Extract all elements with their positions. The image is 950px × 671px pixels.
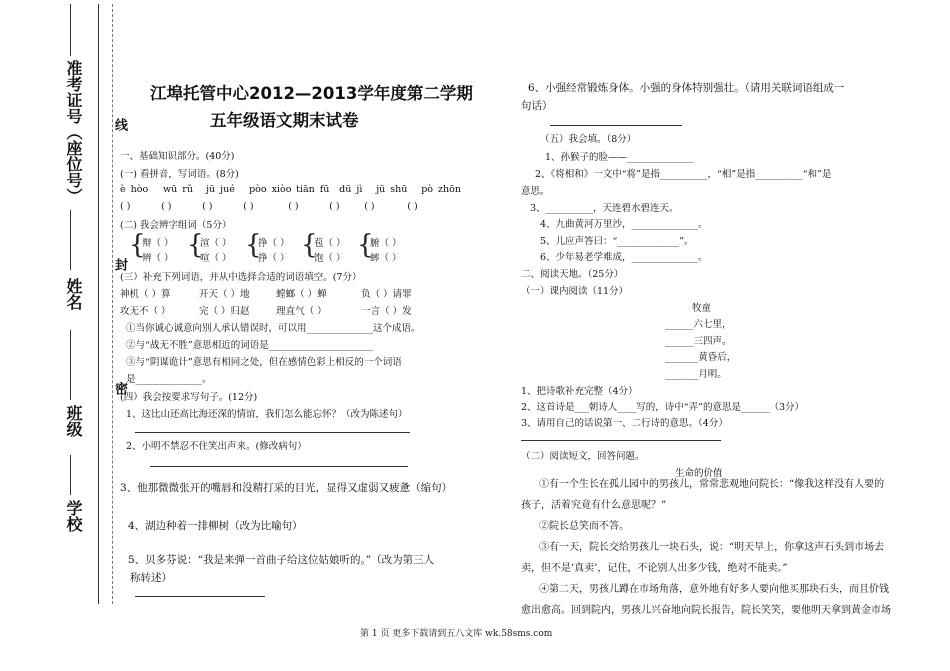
school-label: 学校 [64, 500, 83, 532]
answer-line-reading-q3[interactable] [521, 440, 721, 441]
seal-mark-feng: 封 [112, 258, 127, 271]
fill-question-3b: 是______________。 [126, 374, 212, 385]
binding-dashed-line [112, 4, 113, 604]
fill-question-2: ②与“战无不胜”意思相近的词语是______________________ [126, 340, 374, 351]
fill-5-1: 1、孙猴子的脸——______________ [545, 152, 694, 163]
pair-1-top[interactable]: 辩（ ） [142, 238, 174, 249]
fill-question-1: ①当你诚心诚意向别人承认错误时，可以用______________这个成语。 [126, 323, 421, 334]
pinyin-answer-8[interactable]: ( ) [407, 201, 418, 212]
story-paragraph-1: ①有一个生长在孤儿园中的男孩儿，常常悲观地问院长：“像我这样没有人要的孩子，活着究竟有什么意思呢？” [521, 479, 885, 511]
pair-4-bottom[interactable]: 饱（ ） [314, 253, 346, 264]
poem-title: 牧童 [692, 303, 712, 314]
q3-title: (三）补充下列词语，并从中选择合适的词语填空。(7分） [120, 272, 362, 283]
fill-5-4: 4、九曲黄河万里沙，______________。 [540, 219, 708, 230]
pair-1-bottom[interactable]: 辨（ ） [142, 253, 174, 264]
sentence-q4: 4、湖边种着一排柳树（改为比喻句） [128, 520, 303, 532]
reading-q2: 2、这首诗是___朝诗人____写的，诗中“弄”的意思是______（3分） [521, 402, 805, 413]
pinyin-3: jū jué [206, 184, 235, 195]
pinyin-answer-2[interactable]: ( ) [161, 201, 172, 212]
story-paragraph-3: ③有一天，院长交给男孩儿一块石头，说：“明天早上，你拿这声石头到市场去卖，但不是‘真卖’，记住，不论别人出多少钱，绝对不能卖。” [521, 542, 885, 574]
pinyin-1: è hòo [120, 184, 149, 195]
page-title: 江埠托管中心2012—2013学年度第二学期 [150, 84, 473, 103]
answer-line-r6[interactable] [550, 125, 682, 126]
q1-title: (一) 看拼音，写词语。(8分) [120, 169, 239, 180]
sentence-q3: 3、他那微微张开的嘴唇和没精打采的目光，显得又虚弱又疲惫（缩句） [120, 482, 453, 494]
section-2-heading: 二、阅读天地。（25分） [521, 269, 624, 280]
reading-q3: 3、请用自己的话说第一、二行诗的意思。（4分） [521, 418, 728, 429]
story-paragraph-2: ②院长总笑而不答。 [539, 521, 629, 532]
story-title: 生命的价值 [675, 468, 723, 479]
fill-item[interactable]: 一言（ ）发 [361, 306, 412, 317]
fill-item[interactable]: 神机（ ）算 [120, 289, 171, 300]
pair-4-top[interactable]: 苞（ ） [314, 238, 346, 249]
brace-3: { [245, 230, 262, 260]
pair-5-top[interactable]: 腑（ ） [370, 238, 402, 249]
pinyin-answer-row [120, 201, 447, 212]
pinyin-answer-6[interactable]: ( ) [329, 201, 340, 212]
fill-item[interactable]: 负（ ）请罪 [361, 289, 412, 300]
q4-title: (四）我会按要求写句子。(12分) [120, 392, 258, 403]
brace-5: { [357, 230, 374, 260]
fill-item[interactable]: 螳螂（ ）蝉 [276, 289, 327, 300]
binding-line-left [98, 4, 99, 604]
sentence-q5a: 5、贝多芬说：“我是来弹一首曲子给这位姑娘听的。”（改为第三人 [128, 554, 435, 566]
fill-row-2 [120, 303, 441, 317]
class-underline [70, 330, 71, 400]
pair-2-top[interactable]: 渲（ ） [200, 238, 232, 249]
pair-3-bottom[interactable]: 挣（ ） [258, 253, 290, 264]
reading-q1: 1、把诗歌补充完整（4分） [521, 386, 638, 397]
answer-line-s1[interactable] [135, 432, 410, 433]
pinyin-answer-4[interactable]: ( ) [243, 201, 254, 212]
name-underline [70, 210, 71, 270]
page-footer: 第 1 页 更多下载请到五八文库 wk.58sms.com [360, 629, 553, 639]
poem-line-1[interactable]: ______六七里， [665, 319, 732, 330]
pinyin-7: jū shū [376, 184, 408, 195]
brace-2: { [187, 230, 204, 260]
class-label: 班级 [64, 405, 83, 437]
page-subtitle: 五年级语文期末试卷 [210, 111, 359, 130]
section-5-heading: （五）我会填。（8分） [540, 134, 637, 145]
answer-line-s5[interactable] [135, 596, 265, 597]
poem-line-2[interactable]: ______三四声。 [665, 336, 732, 347]
right-q6b: 句话） [521, 100, 553, 112]
fill-question-3a: ③与“阴谋诡计”意思有相同之处，但在感情色彩上相反的一个词语 [126, 357, 402, 368]
fill-item[interactable]: 完（ ）归赵 [199, 306, 250, 317]
fill-row-1 [120, 286, 441, 300]
pinyin-5: tiān fū [296, 184, 330, 195]
pinyin-answer-7[interactable]: ( ) [364, 201, 375, 212]
exam-number-underline [70, 4, 71, 56]
brace-4: { [301, 230, 318, 260]
sentence-q5b: 称转述） [130, 572, 172, 584]
brace-1: { [129, 230, 146, 260]
in-class-reading-heading: （一）课内阅读（11分） [521, 286, 629, 297]
short-reading-heading: （二）阅读短文，回答问题。 [521, 451, 645, 462]
pair-2-bottom[interactable]: 喧（ ） [200, 253, 232, 264]
poem-line-3[interactable]: _______黄昏后， [665, 352, 737, 363]
fill-item[interactable]: 理直气（ ） [276, 306, 327, 317]
fill-5-2b: 意思。 [521, 186, 550, 197]
poem-line-4[interactable]: _______月明。 [665, 369, 727, 380]
answer-line-s2[interactable] [150, 466, 408, 467]
school-underline [70, 455, 71, 495]
fill-item[interactable]: 开天（ ）地 [199, 289, 250, 300]
seal-mark-mi: 密 [112, 382, 127, 395]
fill-5-6: 6、少年易老学难成，______________。 [540, 252, 708, 263]
pinyin-6: dū jì [339, 184, 363, 195]
pair-5-bottom[interactable]: 蟀（ ） [370, 253, 402, 264]
fill-5-5: 5、儿应声答曰：“_____________”。 [540, 236, 694, 247]
exam-number-label: 准考证号（座位号） [64, 60, 83, 204]
pinyin-8: pò zhōn [421, 184, 462, 195]
pair-3-top[interactable]: 挣（ ） [258, 238, 290, 249]
section-1-heading: 一、基础知识部分。(40分) [120, 151, 235, 162]
fill-5-3: 3、__________，天连碧水碧连天。 [530, 203, 679, 214]
pinyin-2: wū rǔ [163, 184, 193, 195]
seal-mark-xian: 线 [112, 118, 127, 131]
sentence-q1: 1、这比山还高比海还深的情谊，我们怎么能忘怀？（改为陈述句） [126, 409, 408, 420]
name-label: 姓名 [64, 278, 83, 310]
pinyin-row [120, 184, 461, 195]
fill-item[interactable]: 攻无不（ ） [120, 306, 171, 317]
q2-title: (二) 我会辨字组词（5分） [120, 220, 232, 231]
pinyin-4: pòo xiòo [249, 184, 292, 195]
sentence-q2: 2、小明不禁忍不住笑出声来。(修改病句） [126, 441, 307, 452]
pinyin-answer-1[interactable]: ( ) [120, 201, 131, 212]
right-q6a: 6、小强经常锻炼身体。小强的身体特别强壮。（请用关联词语组成一 [528, 82, 845, 94]
story-paragraph-4: ④第二天，男孩儿蹲在市场角落，意外地有好多人要向他买那块石头，而且价钱愈出愈高。回到院内，男孩儿兴奋地向院长报告，院长笑笑，要他明天拿到黄金市场 [521, 584, 891, 616]
pinyin-answer-5[interactable]: ( ) [288, 201, 299, 212]
pinyin-answer-3[interactable]: ( ) [202, 201, 213, 212]
fill-5-2a: 2、《将相和》一文中“将”是指__________，“相”是指__________“和”是 [535, 169, 832, 180]
